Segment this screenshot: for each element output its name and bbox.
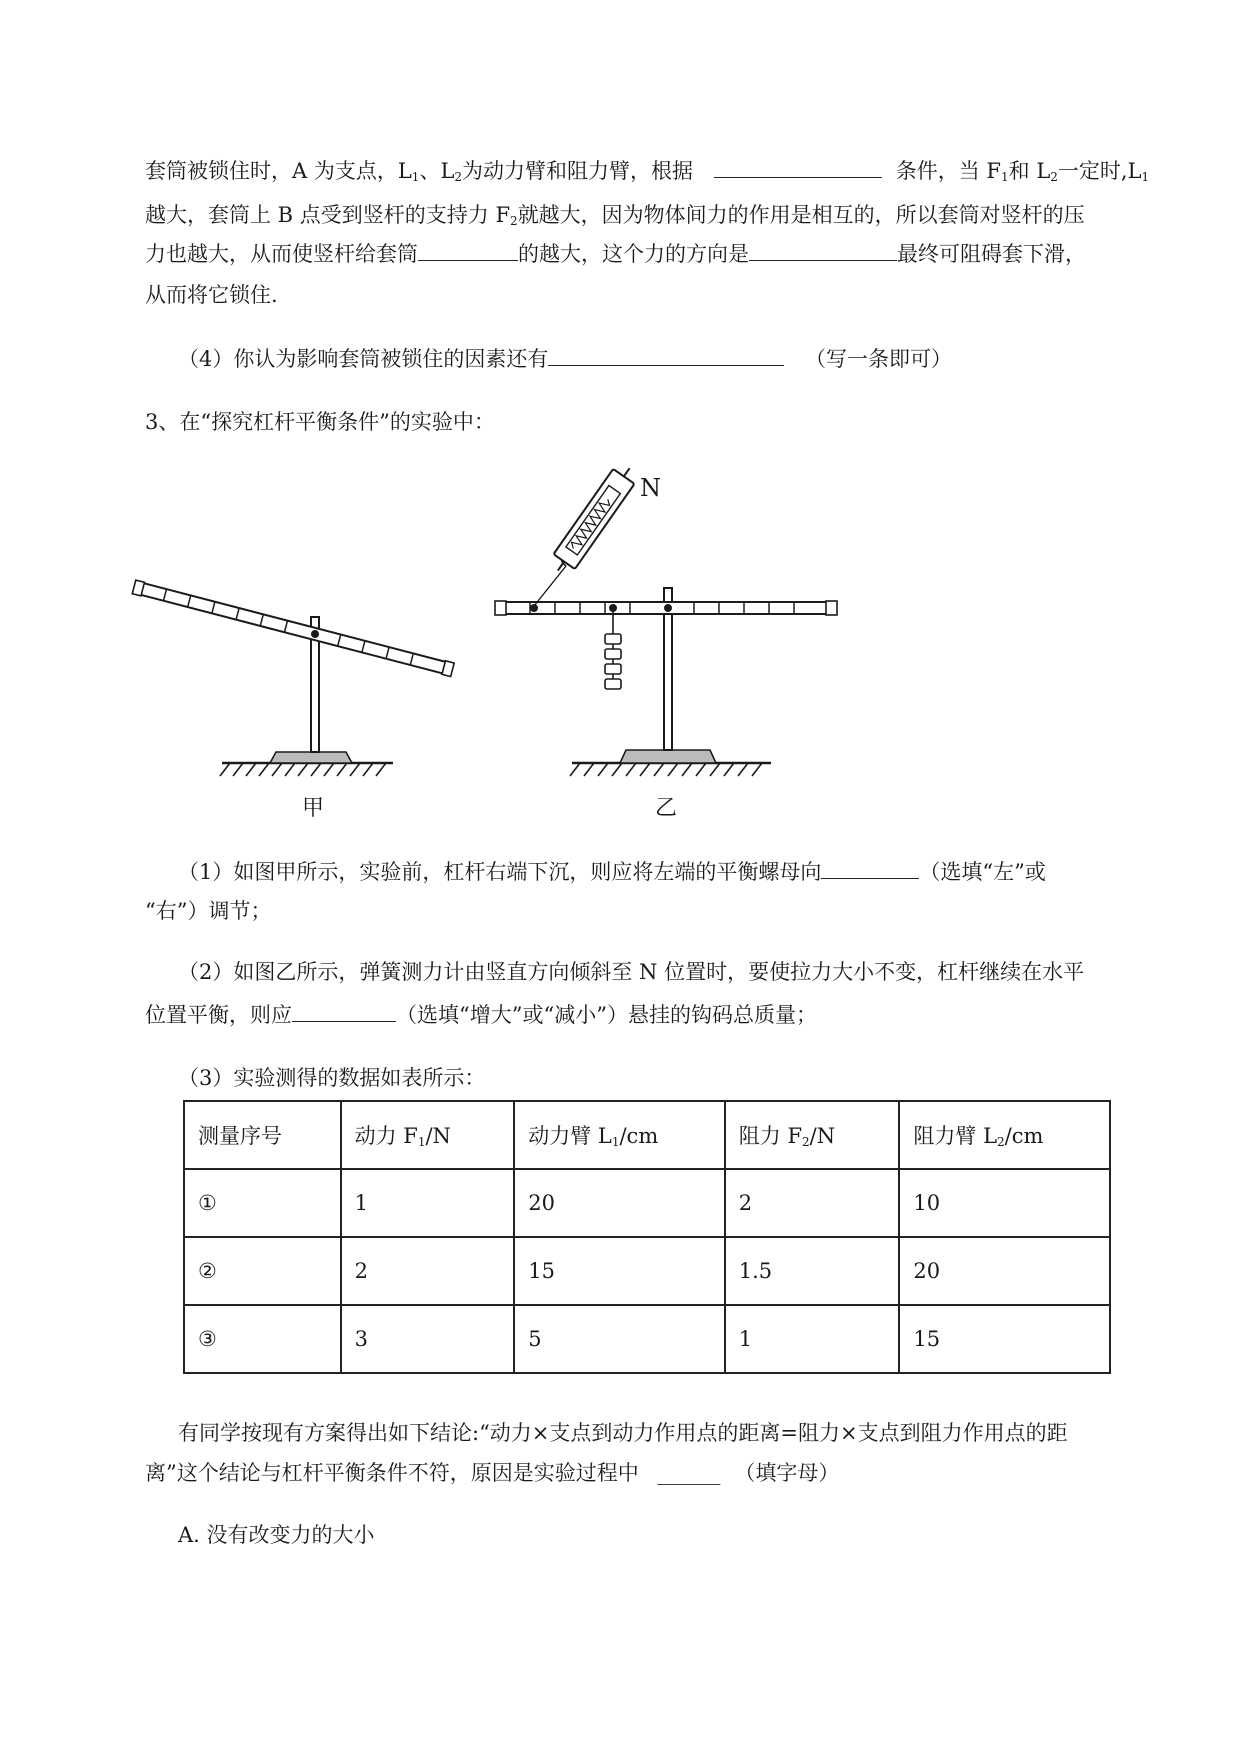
answer-blank-letter[interactable]: ______ bbox=[657, 1461, 721, 1485]
lever-apparatus-right bbox=[495, 461, 837, 776]
table-cell: 1.5 bbox=[725, 1237, 900, 1305]
table-header-row bbox=[184, 1101, 1110, 1169]
sub-question-3: （3）实验测得的数据如表所示： bbox=[178, 1066, 486, 1090]
table-cell: 20 bbox=[899, 1237, 1110, 1305]
table-cell: 5 bbox=[514, 1305, 725, 1373]
data-table bbox=[183, 1100, 1111, 1374]
table-row bbox=[184, 1169, 1110, 1237]
table-cell: 2 bbox=[725, 1169, 900, 1237]
table-cell: 1 bbox=[341, 1169, 515, 1237]
header-cell: 动力 $F_1/N$ bbox=[341, 1101, 515, 1169]
header-cell: 动力臂 $L_1/cm$ bbox=[514, 1101, 725, 1169]
lever-apparatus-left bbox=[132, 580, 454, 776]
table-cell: 3 bbox=[341, 1305, 515, 1373]
sub-question-2-line-1: （2）如图乙所示，弹簧测力计由竖直方向倾斜至 N 位置时，要使拉力大小不变，杠杆继续在水平 bbox=[178, 960, 1085, 984]
sub-question-1-line-1: （1）如图甲所示，实验前，杠杆右端下沉，则应将左端的平衡螺母向 （选填“左”或 bbox=[178, 856, 1046, 887]
paragraph-line-2: 越大，套筒上 B 点受到竖杆的支持力 $F_2$就越大，因为物体间力的作用是相互的，所以套筒对竖杆的压 bbox=[145, 203, 1085, 228]
table-cell: ① bbox=[184, 1169, 341, 1237]
table-row bbox=[184, 1305, 1110, 1373]
answer-blank-condition[interactable] bbox=[714, 155, 882, 178]
conclusion-line-1: 有同学按现有方案得出如下结论:“动力×支点到动力作用点的距离=阻力×支点到阻力作用点的距 bbox=[178, 1421, 1068, 1445]
paragraph-line-3: 力也越大，从而使竖杆给套筒 的越大，这个力的方向是 最终可阻碍套下滑， bbox=[145, 238, 1086, 269]
paragraph-line-1: 套筒被锁住时，A 为支点，$L_1$、$L_2$为动力臂和阻力臂，根据 条件，当 $F_1$和 $L_2$一定时$,L_1$ bbox=[145, 155, 1149, 192]
answer-blank-direction-nut[interactable] bbox=[821, 856, 919, 879]
table-cell: 20 bbox=[514, 1169, 725, 1237]
paragraph-line-4: 从而将它锁住. bbox=[145, 283, 278, 307]
figure-label-jia: 甲 bbox=[302, 796, 325, 821]
table-cell: 2 bbox=[341, 1237, 515, 1305]
table-cell: 15 bbox=[899, 1305, 1110, 1373]
table-cell: ③ bbox=[184, 1305, 341, 1373]
conclusion-line-2: 离”这个结论与杠杆平衡条件不符，原因是实验过程中 ______ （填字母） bbox=[145, 1461, 840, 1485]
table-cell: ② bbox=[184, 1237, 341, 1305]
table-cell: 10 bbox=[899, 1169, 1110, 1237]
option-a: A. 没有改变力的大小 bbox=[178, 1523, 375, 1547]
question-3-heading: 3、在“探究杠杆平衡条件”的实验中： bbox=[145, 410, 495, 434]
table-cell: 15 bbox=[514, 1237, 725, 1305]
sub-question-1-line-2: “右”）调节； bbox=[145, 899, 272, 923]
answer-blank-force-type[interactable] bbox=[418, 238, 518, 261]
table-row bbox=[184, 1237, 1110, 1305]
table-cell: 1 bbox=[725, 1305, 900, 1373]
figure-label-yi: 乙 bbox=[655, 796, 678, 821]
header-cell: 测量序号 bbox=[184, 1101, 341, 1169]
question-4: （4）你认为影响套筒被锁住的因素还有 （写一条即可） bbox=[178, 343, 952, 374]
answer-blank-direction[interactable] bbox=[749, 238, 897, 261]
sub-question-2-line-2: 位置平衡，则应 （选填“增大”或“减小”）悬挂的钩码总质量； bbox=[145, 999, 817, 1030]
answer-blank-mass[interactable] bbox=[292, 999, 396, 1022]
header-cell: 阻力 $F_2/N$ bbox=[725, 1101, 900, 1169]
answer-blank-factor[interactable] bbox=[548, 343, 784, 366]
figure-label-n: N bbox=[640, 474, 661, 502]
header-cell: 阻力臂 $L_2/cm$ bbox=[899, 1101, 1110, 1169]
